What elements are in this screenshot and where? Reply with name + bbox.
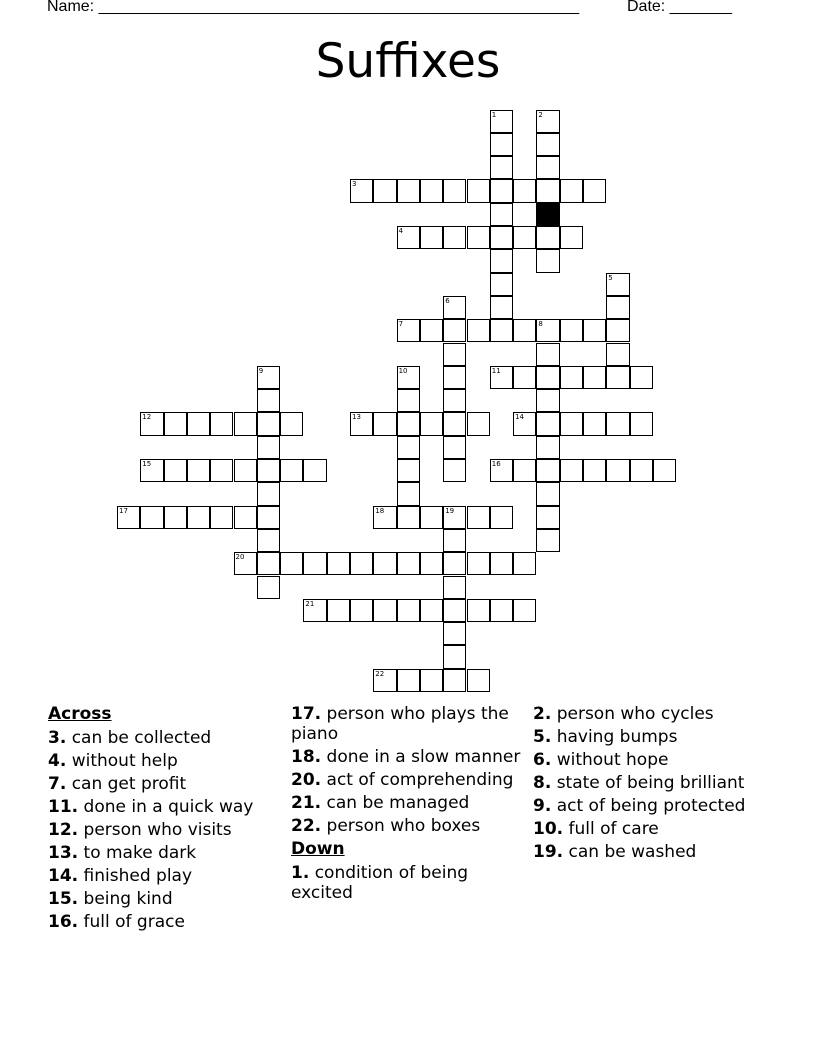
grid-cell[interactable] [653,459,676,482]
grid-cell[interactable] [513,459,536,482]
clue-number: 22 [375,669,385,678]
grid-cell[interactable] [164,459,187,482]
grid-cell[interactable] [350,552,373,575]
grid-cell[interactable] [443,436,466,459]
clue-across-3: 3. can be collected [48,728,212,748]
grid-cell[interactable] [397,226,420,249]
grid-cell[interactable] [117,506,140,529]
clue-number: 17 [119,506,128,515]
grid-cell[interactable] [630,459,653,482]
clue-number: 15 [142,460,152,468]
name-field[interactable]: Name: ______________________________________________________ [47,0,580,15]
grid-cell[interactable] [536,389,559,412]
grid-cell[interactable] [140,506,163,529]
grid-cell[interactable] [560,319,583,342]
grid-cell[interactable] [397,482,420,505]
grid-cell[interactable] [373,599,396,622]
grid-cell[interactable] [606,273,629,296]
clue-number: 20 [235,553,245,562]
grid-cell[interactable] [257,552,280,575]
clue-down-8: 8. state of being brilliant [533,773,745,793]
clue-number: 4 [398,227,404,235]
grid-cell[interactable] [490,249,513,272]
grid-cell[interactable] [140,459,163,482]
clue-down-1: 1. condition of being excited [291,863,469,903]
clue-number: 12 [142,413,152,422]
grid-cell[interactable] [420,506,443,529]
grid-cell[interactable] [443,412,466,435]
clue-across-14: 14. finished play [48,866,193,886]
grid-cell[interactable] [513,366,536,389]
grid-cell[interactable] [467,552,490,575]
down-heading: Down [291,839,345,859]
clue-number: 19 [445,506,455,515]
across-heading: Across [48,704,112,724]
grid-cell[interactable] [490,226,513,249]
grid-cell[interactable] [420,599,443,622]
grid-cell[interactable] [443,576,466,599]
clue-number: 11 [491,366,501,375]
grid-cell[interactable] [280,459,303,482]
grid-cell[interactable] [513,552,536,575]
grid-cell[interactable] [373,179,396,202]
grid-cell[interactable] [257,576,280,599]
clue-number: 8 [538,320,543,329]
grid-cell[interactable] [280,552,303,575]
grid-cell[interactable] [536,133,559,156]
grid-cell[interactable] [443,179,466,202]
grid-cell[interactable] [257,389,280,412]
grid-cell[interactable] [536,482,559,505]
grid-cell[interactable] [490,110,513,133]
clue-down-10: 10. full of care [533,819,659,839]
grid-cell[interactable] [397,366,420,389]
grid-cell[interactable] [443,552,466,575]
grid-cell[interactable] [257,529,280,552]
grid-cell[interactable] [467,179,490,202]
clue-number: 1 [491,110,497,119]
grid-cell[interactable] [490,552,513,575]
grid-cell[interactable] [536,319,559,342]
grid-cell[interactable] [210,506,233,529]
grid-cell[interactable] [443,622,466,645]
grid-cell[interactable] [467,669,490,692]
clues-column-1 [48,702,278,935]
grid-cell[interactable] [397,319,420,342]
grid-cell[interactable] [443,645,466,668]
grid-cell[interactable] [606,319,629,342]
clue-across-17: 17. person who plays the piano [291,704,509,744]
grid-cell[interactable] [327,599,350,622]
grid-cell[interactable] [536,366,559,389]
grid-cell[interactable] [373,506,396,529]
grid-cell[interactable] [583,412,606,435]
grid-cell[interactable] [350,599,373,622]
grid-cell[interactable] [257,366,280,389]
grid-cell[interactable] [467,319,490,342]
clue-across-18: 18. done in a slow manner [291,747,521,767]
clue-number: 16 [491,460,501,468]
grid-cell[interactable] [490,203,513,226]
grid-cell[interactable] [606,459,629,482]
grid-cell[interactable] [257,412,280,435]
grid-cell[interactable] [187,412,210,435]
grid-cell[interactable] [443,226,466,249]
grid-cell[interactable] [303,552,326,575]
grid-cell[interactable] [257,459,280,482]
grid-cell[interactable] [560,226,583,249]
grid-cell[interactable] [257,506,280,529]
grid-cell[interactable] [467,226,490,249]
grid-cell[interactable] [583,459,606,482]
grid-cell[interactable] [583,366,606,389]
clue-number: 21 [305,599,315,608]
grid-cell[interactable] [280,412,303,435]
grid-cell[interactable] [536,412,559,435]
grid-cell[interactable] [443,296,466,319]
grid-cell[interactable] [234,412,257,435]
clue-across-21: 21. can be managed [291,793,470,813]
grid-cell[interactable] [490,179,513,202]
grid-cell[interactable] [490,366,513,389]
grid-cell[interactable] [513,599,536,622]
clue-number: 10 [398,366,408,375]
grid-cell[interactable] [536,343,559,366]
grid-cell[interactable] [234,552,257,575]
grid-cell[interactable] [443,599,466,622]
grid-cell[interactable] [420,552,443,575]
grid-cell[interactable] [536,226,559,249]
grid-cell[interactable] [467,599,490,622]
grid-cell[interactable] [467,506,490,529]
grid-cell[interactable] [513,179,536,202]
grid-cell[interactable] [443,669,466,692]
grid-cell[interactable] [490,296,513,319]
clue-across-20: 20. act of comprehending [291,770,514,790]
grid-cell[interactable] [210,412,233,435]
grid-cell[interactable] [583,319,606,342]
grid-cell[interactable] [397,179,420,202]
grid-cell[interactable] [397,436,420,459]
grid-cell[interactable] [630,366,653,389]
grid-cell[interactable] [490,156,513,179]
grid-cell[interactable] [373,552,396,575]
grid-cell[interactable] [443,529,466,552]
grid-cell[interactable] [164,506,187,529]
grid-cell[interactable] [513,412,536,435]
grid-cell[interactable] [560,366,583,389]
grid-cell[interactable] [630,412,653,435]
grid-cell[interactable] [350,412,373,435]
clues-column-3 [533,702,763,865]
grid-cell[interactable] [397,389,420,412]
grid-cell[interactable] [443,319,466,342]
clue-down-2: 2. person who cycles [533,704,714,724]
grid-cell[interactable] [536,459,559,482]
grid-cell[interactable] [373,412,396,435]
grid-cell[interactable] [606,296,629,319]
grid-cell[interactable] [606,366,629,389]
date-field[interactable]: Date: _______ [627,0,732,15]
grid-cell[interactable] [397,412,420,435]
grid-cell[interactable] [234,506,257,529]
grid-cell[interactable] [443,343,466,366]
grid-cell[interactable] [443,459,466,482]
grid-cell[interactable] [536,529,559,552]
clue-down-19: 19. can be washed [533,842,697,862]
grid-cell[interactable] [513,319,536,342]
black-cell [536,203,559,226]
grid-cell[interactable] [536,436,559,459]
grid-cell[interactable] [397,506,420,529]
grid-cell[interactable] [490,319,513,342]
grid-cell[interactable] [443,389,466,412]
grid-cell[interactable] [536,156,559,179]
grid-cell[interactable] [327,552,350,575]
grid-cell[interactable] [536,179,559,202]
grid-cell[interactable] [606,343,629,366]
grid-cell[interactable] [257,482,280,505]
grid-cell[interactable] [257,436,280,459]
grid-cell[interactable] [513,226,536,249]
clue-across-16: 16. full of grace [48,912,185,932]
clue-number: 6 [445,296,450,305]
clue-number: 3 [352,180,357,189]
clue-number: 7 [398,320,404,329]
clue-across-11: 11. done in a quick way [48,797,254,817]
grid-cell[interactable] [187,459,210,482]
grid-cell[interactable] [397,599,420,622]
page-title: Suffixes [315,34,501,89]
grid-cell[interactable] [490,273,513,296]
clue-number: 5 [608,273,613,282]
grid-cell[interactable] [443,366,466,389]
grid-cell[interactable] [373,669,396,692]
grid-cell[interactable] [234,459,257,482]
clue-number: 9 [258,366,264,375]
grid-cell[interactable] [420,179,443,202]
clue-number: 18 [375,506,385,515]
grid-cell[interactable] [443,506,466,529]
grid-cell[interactable] [490,459,513,482]
clue-across-4: 4. without help [48,751,178,771]
clue-across-15: 15. being kind [48,889,173,909]
clue-across-7: 7. can get profit [48,774,187,794]
grid-cell[interactable] [490,133,513,156]
clue-down-9: 9. act of being protected [533,796,746,816]
grid-cell[interactable] [397,459,420,482]
grid-cell[interactable] [560,459,583,482]
grid-cell[interactable] [187,506,210,529]
grid-cell[interactable] [467,412,490,435]
grid-cell[interactable] [490,506,513,529]
grid-cell[interactable] [303,459,326,482]
clue-number: 14 [515,413,525,422]
grid-cell[interactable] [420,319,443,342]
clue-across-12: 12. person who visits [48,820,232,840]
grid-cell[interactable] [350,179,373,202]
clue-number: 2 [538,110,543,119]
grid-cell[interactable] [560,412,583,435]
grid-cell[interactable] [420,226,443,249]
grid-cell[interactable] [536,110,559,133]
clue-down-6: 6. without hope [533,750,669,770]
clue-across-13: 13. to make dark [48,843,197,863]
grid-cell[interactable] [536,249,559,272]
grid-cell[interactable] [536,506,559,529]
clue-number: 13 [352,413,361,422]
grid-cell[interactable] [140,412,163,435]
grid-cell[interactable] [397,552,420,575]
grid-cell[interactable] [560,179,583,202]
grid-cell[interactable] [210,459,233,482]
grid-cell[interactable] [397,669,420,692]
grid-cell[interactable] [164,412,187,435]
clue-down-5: 5. having bumps [533,727,678,747]
grid-cell[interactable] [420,412,443,435]
grid-cell[interactable] [583,179,606,202]
grid-cell[interactable] [420,669,443,692]
clues-column-2 [291,702,526,906]
clue-across-22: 22. person who boxes [291,816,481,836]
grid-cell[interactable] [303,599,326,622]
grid-cell[interactable] [490,599,513,622]
grid-cell[interactable] [606,412,629,435]
